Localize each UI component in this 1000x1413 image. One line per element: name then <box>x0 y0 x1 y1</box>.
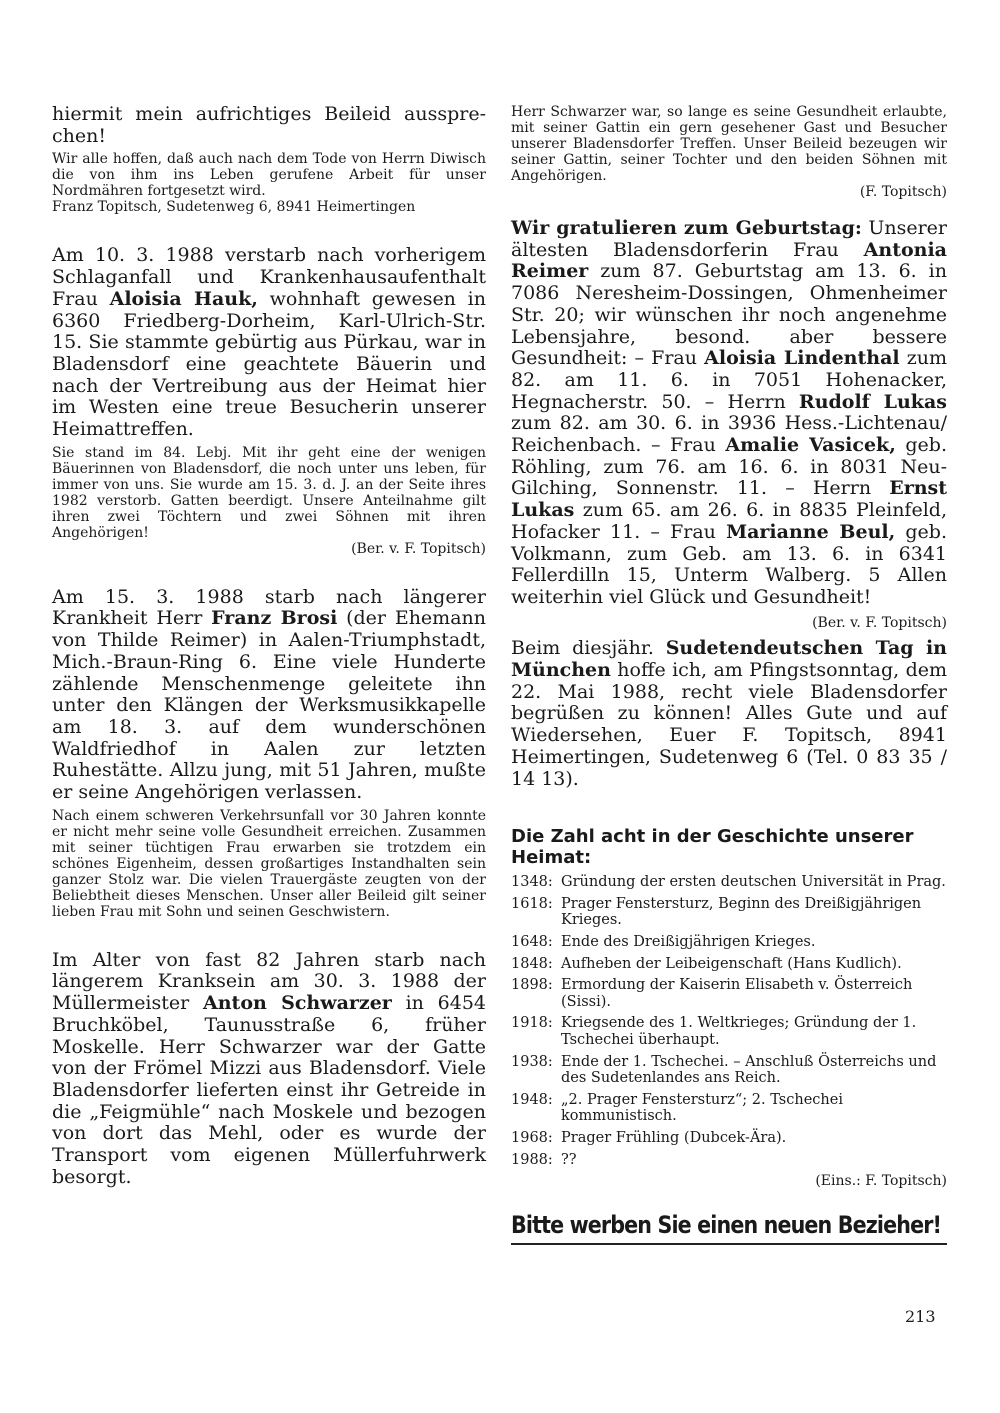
history-timeline <box>511 874 947 1168</box>
condolence-closing: hiermit mein aufrichtiges Beileid ausspre-chen! <box>52 103 486 147</box>
timeline-event: Gründung der ersten deutschen Universität in Prag. <box>561 874 946 891</box>
birthday-greetings: Wir gratulieren zum Geburtstag: Unserer ältesten Bladensdorferin Frau Antonia Reimer zum 87. Geburtstag am 13. 6. in 7086 Neresheim-Dossingen, Ohmenheimer Str. 20; wir wünschen ihr noch angenehme Lebensjahre, besond. aber bessere Gesundheit: – Frau Aloisia Lindenthal zum 82. am 11. 6. in 7051 Hohenacker, Hegnacherstr. 50. – Herrn Rudolf Lukas zum 82. am 30. 6. in 3936 Hess.-Lichtenau/ Reichenbach. – Frau Amalie Vasicek, geb. Röhling, zum 76. am 16. 6. in 8031 Neu-Gilching, Sonnenstr. 11. – Herrn Ernst Lukas zum 65. am 26. 6. in 8835 Pleinfeld, Hofacker 11. – Frau Marianne Beul, geb. Volkmann, zum Geb. am 13. 6. in 6341 Fellerdilln 15, Unterm Walberg. 5 Allen weiterhin viel Glück und Gesundheit! (Ber. v. F. Topitsch) <box>511 218 947 609</box>
birthday-heading: Wir gratulieren zum Geburtstag: <box>511 217 862 239</box>
name-franz-brosi: Franz Brosi <box>211 607 338 630</box>
page-number: 213 <box>905 1307 936 1326</box>
condolence-hope: Wir alle hoffen, daß auch nach dem Tode von Herrn Diwisch die von ihm ins Leben gerufene Arbeit für unser Nordmähren fortgesetzt wird. <box>52 151 486 200</box>
banner-underline <box>511 1243 947 1245</box>
timeline-event: Prager Frühling (Dubcek-Ära). <box>561 1130 787 1146</box>
sudetendeutscher-tag-notice: Beim diesjähr. Sudetendeutschen Tag in München hoffe ich, am Pfingstsonntag, dem 22. Mai 1988, recht viele Bladensdorfer begrüßen zu können! Alles Gute und auf Wiedersehen, Euer F. Topitsch, 8941 Heimertingen, Sudetenweg 6 (Tel. 0 83 35 / 14 13). <box>511 637 947 790</box>
timeline-event: Aufheben der Leibeigenschaft (Hans Kudlich). <box>561 955 902 972</box>
timeline-year: 1948: <box>511 1091 553 1108</box>
timeline-row <box>511 1130 947 1147</box>
name-anton-schwarzer: Anton Schwarzer <box>202 992 392 1015</box>
timeline-year: 1918: <box>511 1015 553 1032</box>
timeline-year: 1988: <box>511 1151 553 1168</box>
timeline-year: 1648: <box>511 934 553 951</box>
timeline-year: 1968: <box>511 1130 553 1146</box>
obituary-hauk: Am 10. 3. 1988 verstarb nach vorherigem Schlaganfall und Krankenhausaufenthalt Frau Aloisia Hauk, wohnhaft gewesen in 6360 Friedberg-Dorheim, Karl-Ulrich-Str. 15. Sie stammte gebürtig aus Pürkau, war in Bladensdorf eine geachtete Bäuerin und nach der Vertreibung aus der Heimat hier im Westen eine treue Besucherin unserer Heimattreffen. <box>52 244 486 441</box>
obituary-brosi: Am 15. 3. 1988 starb nach längerer Krankheit Herr Franz Brosi (der Ehemann von Thilde Reimer) in Aalen-Triumphstadt, Mich.-Braun-Ring 6. Eine viele Hunderte zählende Menschenmenge geleitete ihn unter den Klängen der Werksmusikkapelle am 18. 3. auf dem wunderschönen Waldfriedhof in Aalen zur letzten Ruhestätte. Allzu jung, mit 51 Jahren, mußte er seine Angehörigen verlassen. <box>52 585 486 804</box>
birthday-signature: (Ber. v. F. Topitsch) <box>812 614 947 631</box>
timeline-row <box>511 896 947 929</box>
name-aloisia-hauk: Aloisia Hauk, <box>109 287 258 310</box>
timeline-row <box>511 1054 947 1087</box>
timeline-row <box>511 1152 947 1169</box>
obituary-brosi-detail: Nach einem schweren Verkehrsunfall vor 30 Jahren konnte er nicht mehr seine volle Gesundheit erreichen. Zusammen mit seiner tüchtigen Frau erwarben sie trotzdem ein schönes Eigenheim, dessen großartiges Instandhalten sein ganzer Stolz war. Die vielen Trauergäste zeugten von der Beliebtheit dieses Menschen. Unser aller Beileid gilt seiner lieben Frau mit Sohn und seinen Geschwistern. <box>52 807 486 920</box>
history-heading: Die Zahl acht in der Geschichte unserer Heimat: <box>511 826 914 869</box>
timeline-row <box>511 934 947 951</box>
timeline-event: Ende der 1. Tschechei. – Anschluß Österreichs und des Sudetenlandes ans Reich. <box>561 1053 937 1087</box>
subscriber-banner: Bitte werben Sie einen neuen Bezieher! <box>511 1211 942 1240</box>
obituary-schwarzer: Im Alter von fast 82 Jahren starb nach längerem Kranksein am 30. 3. 1988 der Müllermeister Anton Schwarzer in 6454 Bruchköbel, Taunusstraße 6, früher Moskelle. Herr Schwarzer war der Gatte von der Frömel Mizzi aus Bladensdorf. Viele Bladensdorfer lieferten einst ihr Getreide in die „Feigmühle“ nach Moskele und bezogen von dort das Mehl, oder es wurde der Transport vom eigenen Müllerfuhrwerk besorgt. <box>52 948 486 1188</box>
timeline-row <box>511 1092 947 1125</box>
timeline-event: „2. Prager Fenstersturz“; 2. Tschechei kommunistisch. <box>561 1091 843 1125</box>
history-signature: (Eins.: F. Topitsch) <box>815 1173 947 1190</box>
timeline-row <box>511 956 947 973</box>
timeline-row <box>511 1015 947 1048</box>
right-column <box>511 104 947 1245</box>
timeline-year: 1898: <box>511 977 553 994</box>
obituary-schwarzer-signature: (F. Topitsch) <box>859 184 947 200</box>
timeline-year: 1848: <box>511 955 553 972</box>
timeline-event: Ende des Dreißigjährigen Krieges. <box>561 934 816 951</box>
left-column <box>52 104 486 1189</box>
timeline-event: ?? <box>561 1151 577 1168</box>
event-name: Sudetendeutschen Tag in München <box>511 637 947 682</box>
timeline-row <box>511 874 947 891</box>
timeline-row <box>511 977 947 1010</box>
timeline-year: 1618: <box>511 895 553 912</box>
condolence-signature: Franz Topitsch, Sudetenweg 6, 8941 Heimertingen <box>52 199 416 216</box>
timeline-event: Ermordung der Kaiserin Elisabeth v. Österreich (Sissi). <box>561 977 913 1010</box>
obituary-hauk-signature: (Ber. v. F. Topitsch) <box>351 540 486 557</box>
obituary-schwarzer-continued: Herr Schwarzer war, so lange es seine Gesundheit erlaubte, mit seiner Gattin ein gern gesehener Gast und Besucher unserer Bladensdorfer Treffen. Unser Beileid bezeugen wir seiner Gattin, seiner Tochter und den beiden Söhnen mit Angehörigen. <box>511 104 947 184</box>
timeline-event: Kriegsende des 1. Weltkrieges; Gründung der 1. Tschechei überhaupt. <box>561 1015 917 1049</box>
timeline-year: 1348: <box>511 874 553 891</box>
timeline-event: Prager Fenstersturz, Beginn des Dreißigjährigen Krieges. <box>561 895 922 929</box>
timeline-year: 1938: <box>511 1053 553 1070</box>
obituary-hauk-detail: Sie stand im 84. Lebj. Mit ihr geht eine der wenigen Bäuerinnen von Bladensdorf, die noch unter uns leben, für immer von uns. Sie wurde am 15. 3. d. J. an der Seite ihres 1982 verstorb. Gatten beerdigt. Unsere Anteilnahme gilt ihren zwei Töchtern und zwei Söhnen mit ihren Angehörigen! <box>52 444 486 541</box>
